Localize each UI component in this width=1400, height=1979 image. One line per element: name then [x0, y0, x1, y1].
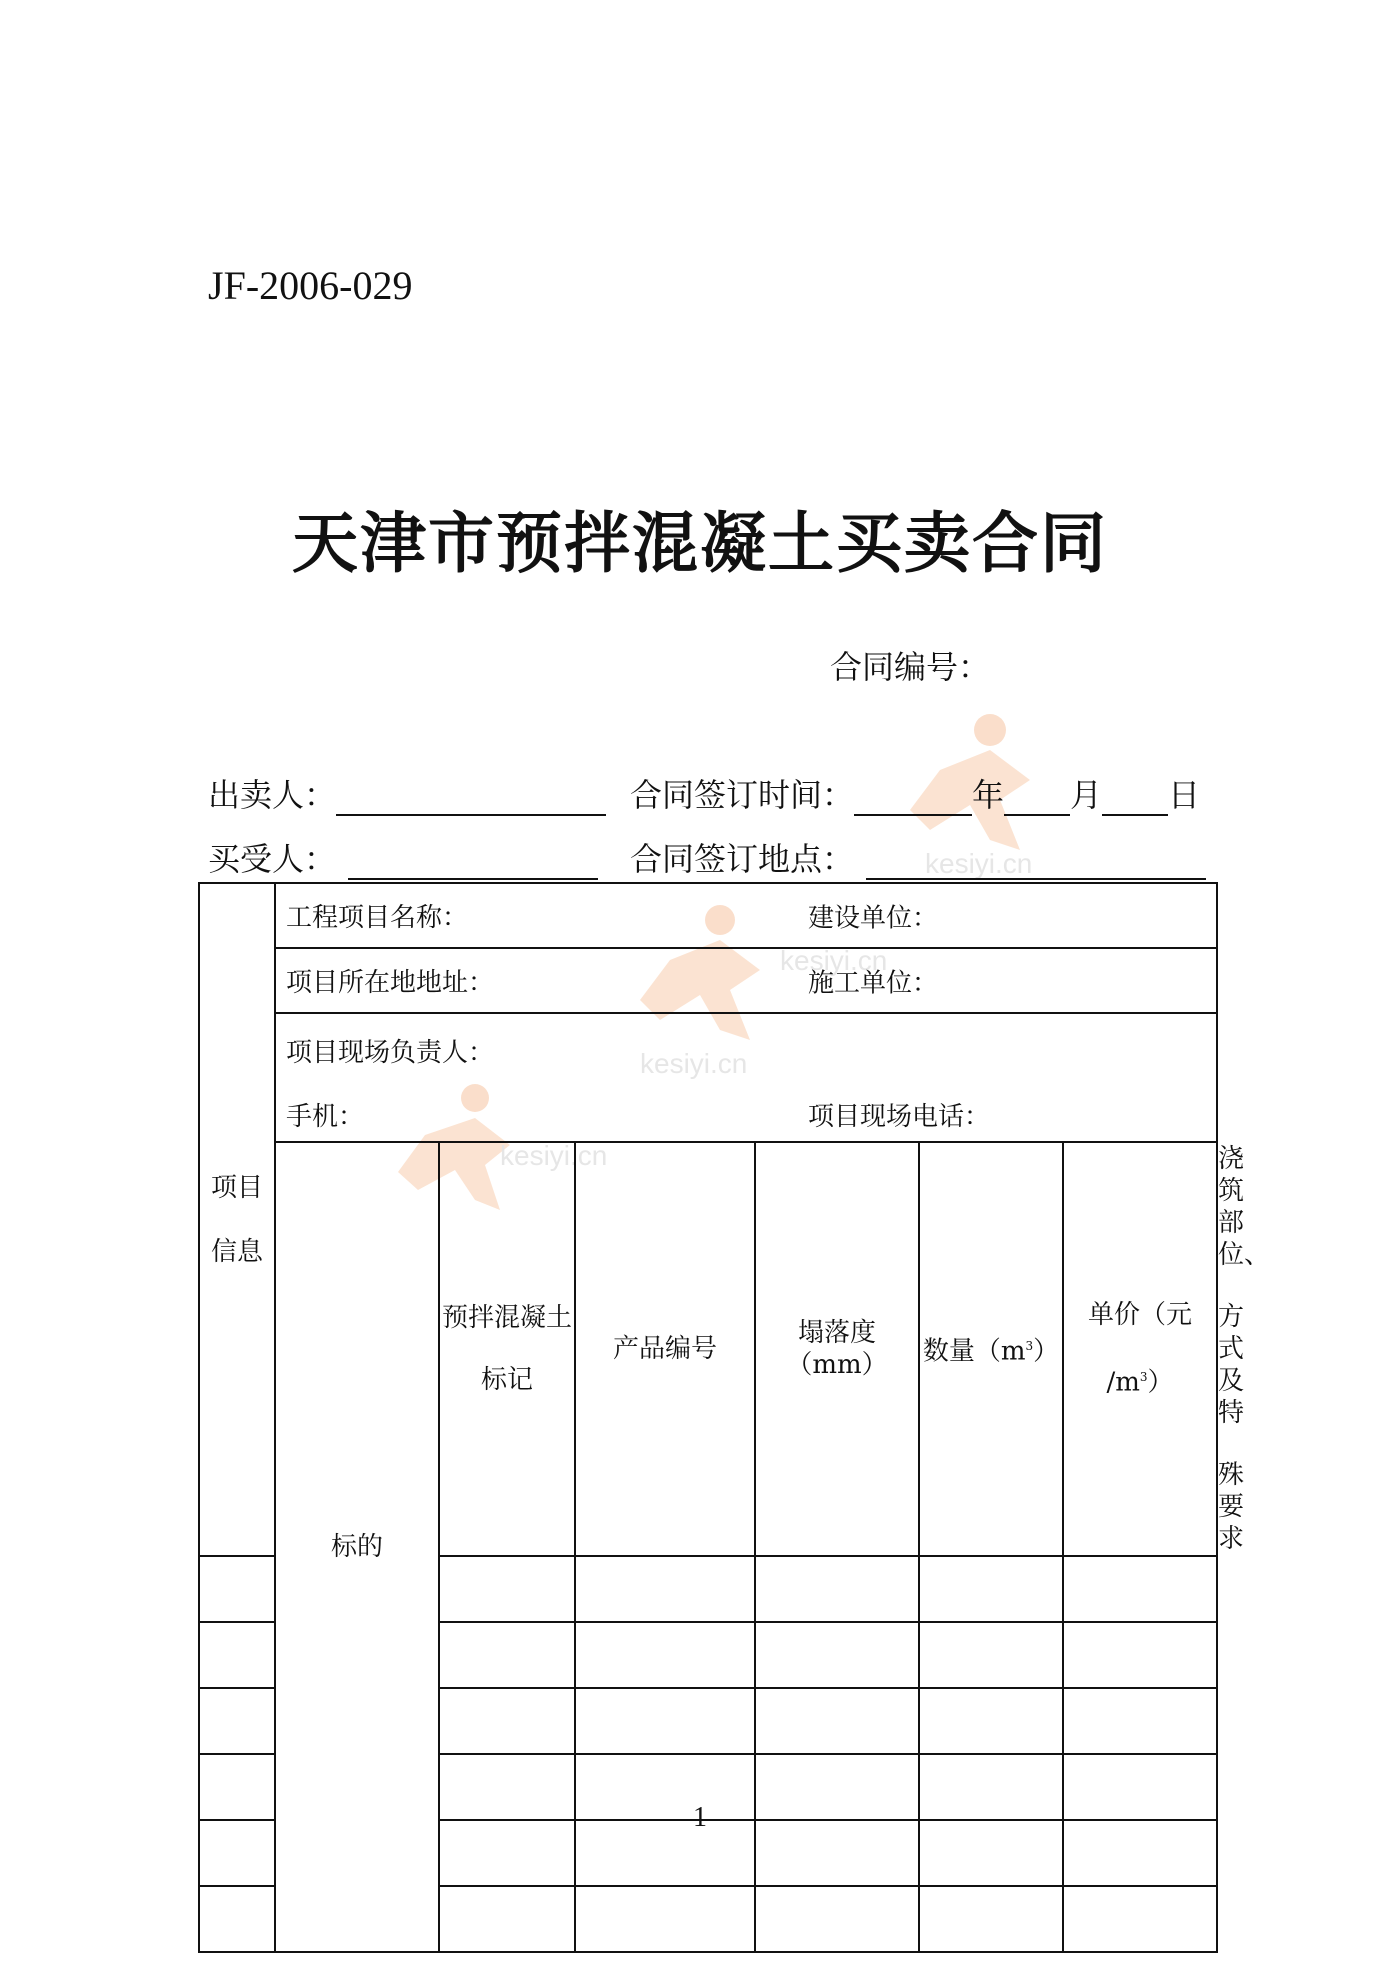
document-code: JF-2006-029 — [208, 263, 413, 308]
table-cell[interactable] — [1063, 1622, 1217, 1688]
sign-place-row — [630, 834, 1206, 880]
header-slump: 塌落度（mm） — [755, 1142, 919, 1556]
seller-field[interactable] — [336, 780, 606, 816]
table-cell[interactable] — [919, 1688, 1063, 1754]
header-price-close: ） — [1147, 1367, 1174, 1398]
seller-row — [208, 770, 606, 816]
contractor-label: 施工单位： — [808, 968, 939, 998]
month-label: 月 — [1070, 776, 1103, 814]
table-cell[interactable] — [575, 1688, 755, 1754]
header-mark-line-1: 预拌混凝土 — [441, 1303, 572, 1333]
table-cell[interactable] — [1063, 1688, 1217, 1754]
table-cell[interactable] — [439, 1622, 575, 1688]
header-quantity-close: ） — [1033, 1336, 1060, 1367]
page-title: 天津市预拌混凝土买卖合同 — [292, 504, 1108, 582]
table-cell[interactable] — [439, 1556, 575, 1622]
sign-place-field[interactable] — [866, 844, 1206, 880]
day-label: 日 — [1168, 776, 1201, 814]
header-price-line-1: 单价（元 — [1088, 1300, 1193, 1331]
watermark-text: kesiyi.cn — [780, 945, 888, 976]
table-cell[interactable] — [755, 1688, 919, 1754]
subject-side-label: 标的 — [275, 1142, 439, 1952]
sign-time-label: 合同签订时间： — [630, 776, 855, 814]
sign-place-label: 合同签订地点： — [630, 840, 855, 878]
builder-label: 建设单位： — [808, 903, 939, 933]
table-cell[interactable] — [919, 1556, 1063, 1622]
header-mark — [439, 1142, 575, 1556]
table-cell[interactable] — [1063, 1886, 1217, 1952]
table-cell[interactable] — [1063, 1556, 1217, 1622]
header-quantity — [919, 1142, 1063, 1556]
project-name-label: 工程项目名称： — [286, 903, 469, 933]
table-cell[interactable] — [575, 1622, 755, 1688]
header-unit-price — [1063, 1142, 1217, 1556]
sign-year-field[interactable] — [854, 780, 972, 816]
project-address-row[interactable] — [275, 948, 1217, 1013]
table-cell[interactable] — [919, 1886, 1063, 1952]
mobile-label: 手机： — [286, 1102, 365, 1132]
buyer-field[interactable] — [348, 844, 598, 880]
table-cell[interactable] — [755, 1556, 919, 1622]
watermark-text: kesiyi.cn — [925, 848, 1033, 879]
year-label: 年 — [972, 776, 1005, 814]
table-cell[interactable] — [199, 1688, 275, 1754]
project-name-row[interactable] — [275, 883, 1217, 948]
table-cell[interactable] — [439, 1688, 575, 1754]
table-cell[interactable] — [575, 1886, 755, 1952]
project-info-label-1: 项目 — [210, 1172, 263, 1203]
site-phone-label: 项目现场电话： — [808, 1102, 991, 1132]
header-quantity-sup: 3 — [1025, 1339, 1034, 1354]
seller-label: 出卖人： — [208, 776, 337, 814]
header-product-no: 产品编号 — [575, 1142, 755, 1556]
watermark-text: kesiyi.cn — [500, 1140, 608, 1171]
header-price-sup: 3 — [1139, 1370, 1148, 1385]
table-cell[interactable] — [199, 1556, 275, 1622]
header-quantity-text: 数量（m — [922, 1336, 1026, 1367]
page-number: 1 — [693, 1802, 707, 1833]
table-cell[interactable] — [919, 1622, 1063, 1688]
site-manager-row[interactable] — [275, 1013, 1217, 1142]
contract-number-label: 合同编号： — [830, 648, 991, 686]
watermark-text: kesiyi.cn — [640, 1048, 748, 1079]
sign-time-row — [630, 770, 1200, 816]
sign-day-field[interactable] — [1102, 780, 1168, 816]
project-info-side-label — [199, 883, 275, 1556]
table-cell[interactable] — [755, 1622, 919, 1688]
project-info-label-2: 信息 — [210, 1236, 263, 1267]
buyer-label: 买受人： — [208, 840, 337, 878]
buyer-row — [208, 834, 598, 880]
project-address-label: 项目所在地地址： — [286, 968, 495, 998]
table-cell[interactable] — [755, 1886, 919, 1952]
header-price-unit: /m — [1106, 1367, 1140, 1398]
table-cell[interactable] — [439, 1886, 575, 1952]
header-price-line-2 — [1064, 1361, 1216, 1399]
sign-month-field[interactable] — [1004, 780, 1070, 816]
header-mark-line-2: 标记 — [480, 1365, 533, 1395]
site-manager-label: 项目现场负责人： — [286, 1038, 495, 1068]
table-cell[interactable] — [575, 1556, 755, 1622]
table-cell[interactable] — [199, 1622, 275, 1688]
table-cell[interactable] — [199, 1886, 275, 1952]
contract-table: 项目 信息 工程项目名称： 建设单位： 项目所在地地址： 施工单位： 项目现场负责人： 手机： 项目现场电话： 标的 预拌混凝土 标记 产品编号 塌落度（mm） 数量$(m^3)$ 单价（元 $/m^3$） 浇筑部位、 方式及特 殊要求 — [198, 882, 1218, 1953]
